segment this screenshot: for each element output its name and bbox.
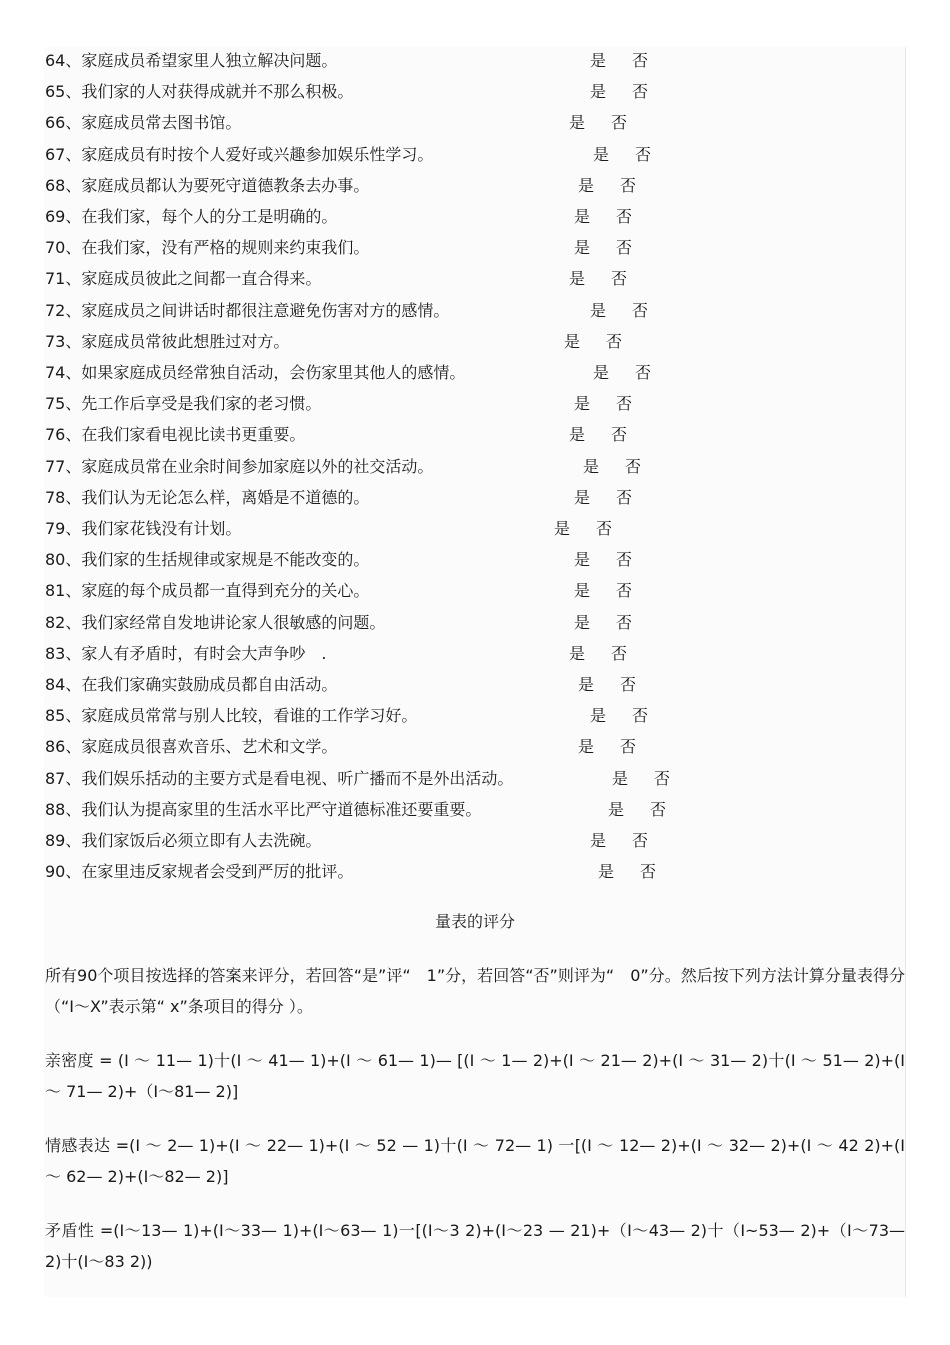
question-item	[45, 423, 305, 447]
answer-no[interactable]: 否	[611, 643, 628, 663]
answer-no[interactable]: 否	[616, 612, 633, 632]
answer-no[interactable]: 否	[611, 425, 628, 445]
answer-no[interactable]: 否	[616, 487, 633, 507]
answer-options	[583, 455, 641, 479]
answer-no[interactable]: 否	[635, 363, 652, 382]
question-number: 79、	[45, 519, 82, 538]
question-item	[45, 548, 369, 572]
answer-options	[593, 143, 651, 167]
question-text: 我们家的生括规律或家规是不能改变的。	[81, 550, 370, 570]
question-text: 家庭成员有时按个人爱好或兴趣参加娱乐性学习。	[81, 144, 434, 164]
answer-options	[578, 174, 636, 198]
page-edge-rule	[905, 47, 906, 1297]
answer-no[interactable]: 否	[606, 331, 623, 351]
question-number: 65、	[45, 82, 82, 102]
question-item	[45, 798, 481, 822]
question-number: 88、	[45, 799, 82, 819]
answer-yes[interactable]: 是	[590, 706, 607, 726]
answer-no[interactable]: 否	[635, 144, 652, 164]
question-text: 我们家花钱没有计划。	[81, 519, 242, 538]
answer-options	[564, 330, 622, 354]
answer-options	[574, 611, 632, 635]
answer-yes[interactable]: 是	[583, 456, 600, 476]
answer-yes[interactable]: 是	[590, 831, 607, 850]
answer-no[interactable]: 否	[616, 207, 633, 226]
question-item	[45, 111, 241, 135]
answer-yes[interactable]: 是	[574, 612, 591, 632]
answer-no[interactable]: 否	[620, 175, 637, 195]
answer-yes[interactable]: 是	[590, 82, 607, 102]
answer-yes[interactable]: 是	[612, 768, 629, 788]
question-number: 67、	[45, 144, 82, 164]
answer-no[interactable]: 否	[620, 675, 637, 694]
answer-yes[interactable]: 是	[569, 113, 586, 133]
answer-yes[interactable]: 是	[578, 675, 595, 694]
question-text: 在我们家看电视比读书更重要。	[81, 425, 306, 445]
answer-options	[574, 205, 632, 229]
answer-yes[interactable]: 是	[608, 799, 625, 819]
answer-options	[569, 267, 627, 291]
question-item	[45, 860, 353, 884]
question-item	[45, 361, 465, 385]
answer-no[interactable]: 否	[632, 831, 649, 850]
answer-yes[interactable]: 是	[574, 238, 591, 258]
formula-intimacy: 亲密度 = (I ～ 11— 1)十(I ～ 41— 1)+(I ～ 61— 1)— [(I ～ 1— 2)+(I ～ 21— 2)+(I ～ 31— 2)十(I ～ 51— 2)+(I ～ 71— 2)+（I～81— 2)]	[45, 1051, 905, 1101]
question-text: 我们娱乐括动的主要方式是看电视、听广播而不是外出活动。	[81, 768, 514, 788]
question-number: 66、	[45, 113, 82, 133]
question-number: 76、	[45, 425, 82, 445]
question-number: 68、	[45, 175, 82, 195]
question-item	[45, 49, 337, 73]
answer-no[interactable]: 否	[640, 862, 657, 882]
answer-no[interactable]: 否	[650, 799, 667, 819]
answer-no[interactable]: 否	[611, 269, 628, 289]
answer-yes[interactable]: 是	[578, 175, 595, 195]
answer-no[interactable]: 否	[632, 706, 649, 726]
answer-no[interactable]: 否	[620, 737, 637, 757]
answer-options	[569, 642, 627, 666]
answer-yes[interactable]: 是	[574, 581, 591, 601]
question-number: 74、	[45, 363, 82, 382]
answer-options	[574, 579, 632, 603]
answer-yes[interactable]: 是	[569, 269, 586, 289]
answer-yes[interactable]: 是	[569, 643, 586, 663]
question-text: 在我们家确实鼓励成员都自由活动。	[81, 675, 338, 694]
answer-options	[574, 486, 632, 510]
answer-options	[593, 361, 651, 385]
question-item	[45, 611, 385, 635]
answer-no[interactable]: 否	[596, 519, 613, 538]
question-item	[45, 829, 321, 853]
question-number: 69、	[45, 207, 82, 226]
answer-yes[interactable]: 是	[569, 425, 586, 445]
question-number: 83、	[45, 643, 82, 663]
question-item	[45, 486, 369, 510]
question-number: 72、	[45, 300, 82, 320]
answer-options	[608, 798, 666, 822]
question-text: 家庭成员常彼此想胜过对方。	[81, 331, 290, 351]
answer-no[interactable]: 否	[654, 768, 671, 788]
answer-options	[574, 548, 632, 572]
answer-options	[590, 299, 648, 323]
answer-options	[612, 767, 670, 791]
question-number: 90、	[45, 862, 82, 882]
question-text: 先工作后享受是我们家的老习惯。	[81, 394, 322, 414]
document-page	[44, 47, 906, 1297]
question-number: 81、	[45, 581, 82, 601]
answer-yes[interactable]: 是	[574, 207, 591, 226]
question-text: 我们认为提高家里的生活水平比严守道德标准还要重要。	[81, 799, 482, 819]
question-text: 在我们家，没有严格的规则来约束我们。	[81, 238, 370, 258]
answer-no[interactable]: 否	[625, 456, 642, 476]
answer-yes[interactable]: 是	[593, 363, 610, 382]
answer-yes[interactable]: 是	[564, 331, 581, 351]
question-item	[45, 642, 326, 666]
question-text: 家庭成员常在业余时间参加家庭以外的社交活动。	[81, 456, 434, 476]
answer-yes[interactable]: 是	[574, 394, 591, 414]
answer-options	[574, 392, 632, 416]
question-number: 87、	[45, 768, 82, 788]
question-text: 我们家饭后必须立即有人去洗碗。	[81, 831, 322, 850]
question-item	[45, 579, 369, 603]
answer-options	[578, 673, 636, 697]
answer-no[interactable]: 否	[611, 113, 628, 133]
question-text: 家庭成员都认为要死守道德教条去办事。	[81, 175, 370, 195]
question-item	[45, 673, 337, 697]
answer-no[interactable]: 否	[616, 394, 633, 414]
question-text: 我们家的人对获得成就并不那么积极。	[81, 82, 354, 102]
question-item	[45, 267, 321, 291]
scoring-intro: 所有90个项目按选择的答案来评分，若回答“是”评“ 1”分，若回答“否”则评为“ 0”分。然后按下列方法计算分量表得分（“I～X”表示第“ x”条项目的得分 ）。	[45, 966, 905, 1016]
answer-yes[interactable]: 是	[598, 862, 615, 882]
answer-no[interactable]: 否	[632, 51, 649, 70]
question-item	[45, 299, 449, 323]
question-number: 89、	[45, 831, 82, 850]
question-item	[45, 392, 321, 416]
question-number: 71、	[45, 269, 82, 289]
question-item	[45, 80, 353, 104]
answer-yes[interactable]: 是	[574, 487, 591, 507]
answer-options	[590, 49, 648, 73]
question-text: 家庭成员常常与别人比较，看谁的工作学习好。	[81, 706, 418, 726]
question-text: 如果家庭成员经常独自活动，会伤家里其他人的感情。	[81, 363, 466, 382]
question-number: 80、	[45, 550, 82, 570]
answer-no[interactable]: 否	[616, 550, 633, 570]
question-text: 家庭成员常去图书馆。	[81, 113, 242, 133]
answer-yes[interactable]: 是	[554, 519, 571, 538]
question-number: 75、	[45, 394, 82, 414]
question-item	[45, 517, 241, 541]
question-item	[45, 174, 369, 198]
question-item	[45, 143, 433, 167]
scoring-heading: 量表的评分	[434, 912, 515, 931]
question-item	[45, 236, 369, 260]
question-text: 家庭的每个成员都一直得到充分的关心。	[81, 581, 370, 601]
question-text: 在我们家，每个人的分工是明确的。	[81, 207, 338, 226]
answer-options	[590, 704, 648, 728]
question-item	[45, 330, 289, 354]
question-number: 82、	[45, 612, 82, 632]
answer-no[interactable]: 否	[616, 238, 633, 258]
answer-yes[interactable]: 是	[590, 51, 607, 70]
question-item	[45, 704, 417, 728]
question-text: 在家里违反家规者会受到严厉的批评。	[81, 862, 354, 882]
answer-options	[574, 236, 632, 260]
question-text: 家庭成员之间讲话时都很注意避免伤害对方的感情。	[81, 300, 450, 320]
answer-yes[interactable]: 是	[578, 737, 595, 757]
question-text: 我们家经常自发地讲论家人很敏感的问题。	[81, 612, 386, 632]
answer-no[interactable]: 否	[632, 300, 649, 320]
question-item	[45, 767, 513, 791]
answer-options	[578, 735, 636, 759]
question-item	[45, 735, 337, 759]
question-text: 我们认为无论怎么样，离婚是不道德的。	[81, 487, 370, 507]
answer-options	[569, 111, 627, 135]
question-number: 77、	[45, 456, 82, 476]
question-number: 86、	[45, 737, 82, 757]
answer-options	[569, 423, 627, 447]
question-number: 78、	[45, 487, 82, 507]
answer-yes[interactable]: 是	[574, 550, 591, 570]
answer-options	[590, 80, 648, 104]
answer-no[interactable]: 否	[616, 581, 633, 601]
question-number: 85、	[45, 706, 82, 726]
formula-expressiveness: 情感表达 =(I ～ 2— 1)+(I ～ 22— 1)+(I ～ 52 — 1)十(I ～ 72— 1) 一[(I ～ 12— 2)+(I ～ 32— 2)+(I ～ 42 2)+(I ～ 62— 2)+(I～82— 2)]	[45, 1136, 905, 1186]
formula-conflict: 矛盾性 =(I～13— 1)+(I～33— 1)+(I～63— 1)一[(I～3 2)+(I～23 — 21)+（I～43— 2)十（I~53— 2)+（I～73— 2)十(I～83 2))	[45, 1221, 905, 1271]
answer-yes[interactable]: 是	[593, 144, 610, 164]
question-number: 84、	[45, 675, 82, 694]
question-text: 家庭成员希望家里人独立解决问题。	[81, 51, 338, 70]
question-item	[45, 455, 433, 479]
answer-options	[598, 860, 656, 884]
question-text: 家庭成员彼此之间都一直合得来。	[81, 269, 322, 289]
question-item	[45, 205, 337, 229]
answer-yes[interactable]: 是	[590, 300, 607, 320]
question-text: 家庭成员很喜欢音乐、艺术和文学。	[81, 737, 338, 757]
question-number: 70、	[45, 238, 82, 258]
answer-options	[554, 517, 612, 541]
question-number: 64、	[45, 51, 82, 70]
answer-no[interactable]: 否	[632, 82, 649, 102]
question-number: 73、	[45, 331, 82, 351]
question-text: 家人有矛盾时，有时会大声争吵 .	[81, 643, 327, 663]
answer-options	[590, 829, 648, 853]
